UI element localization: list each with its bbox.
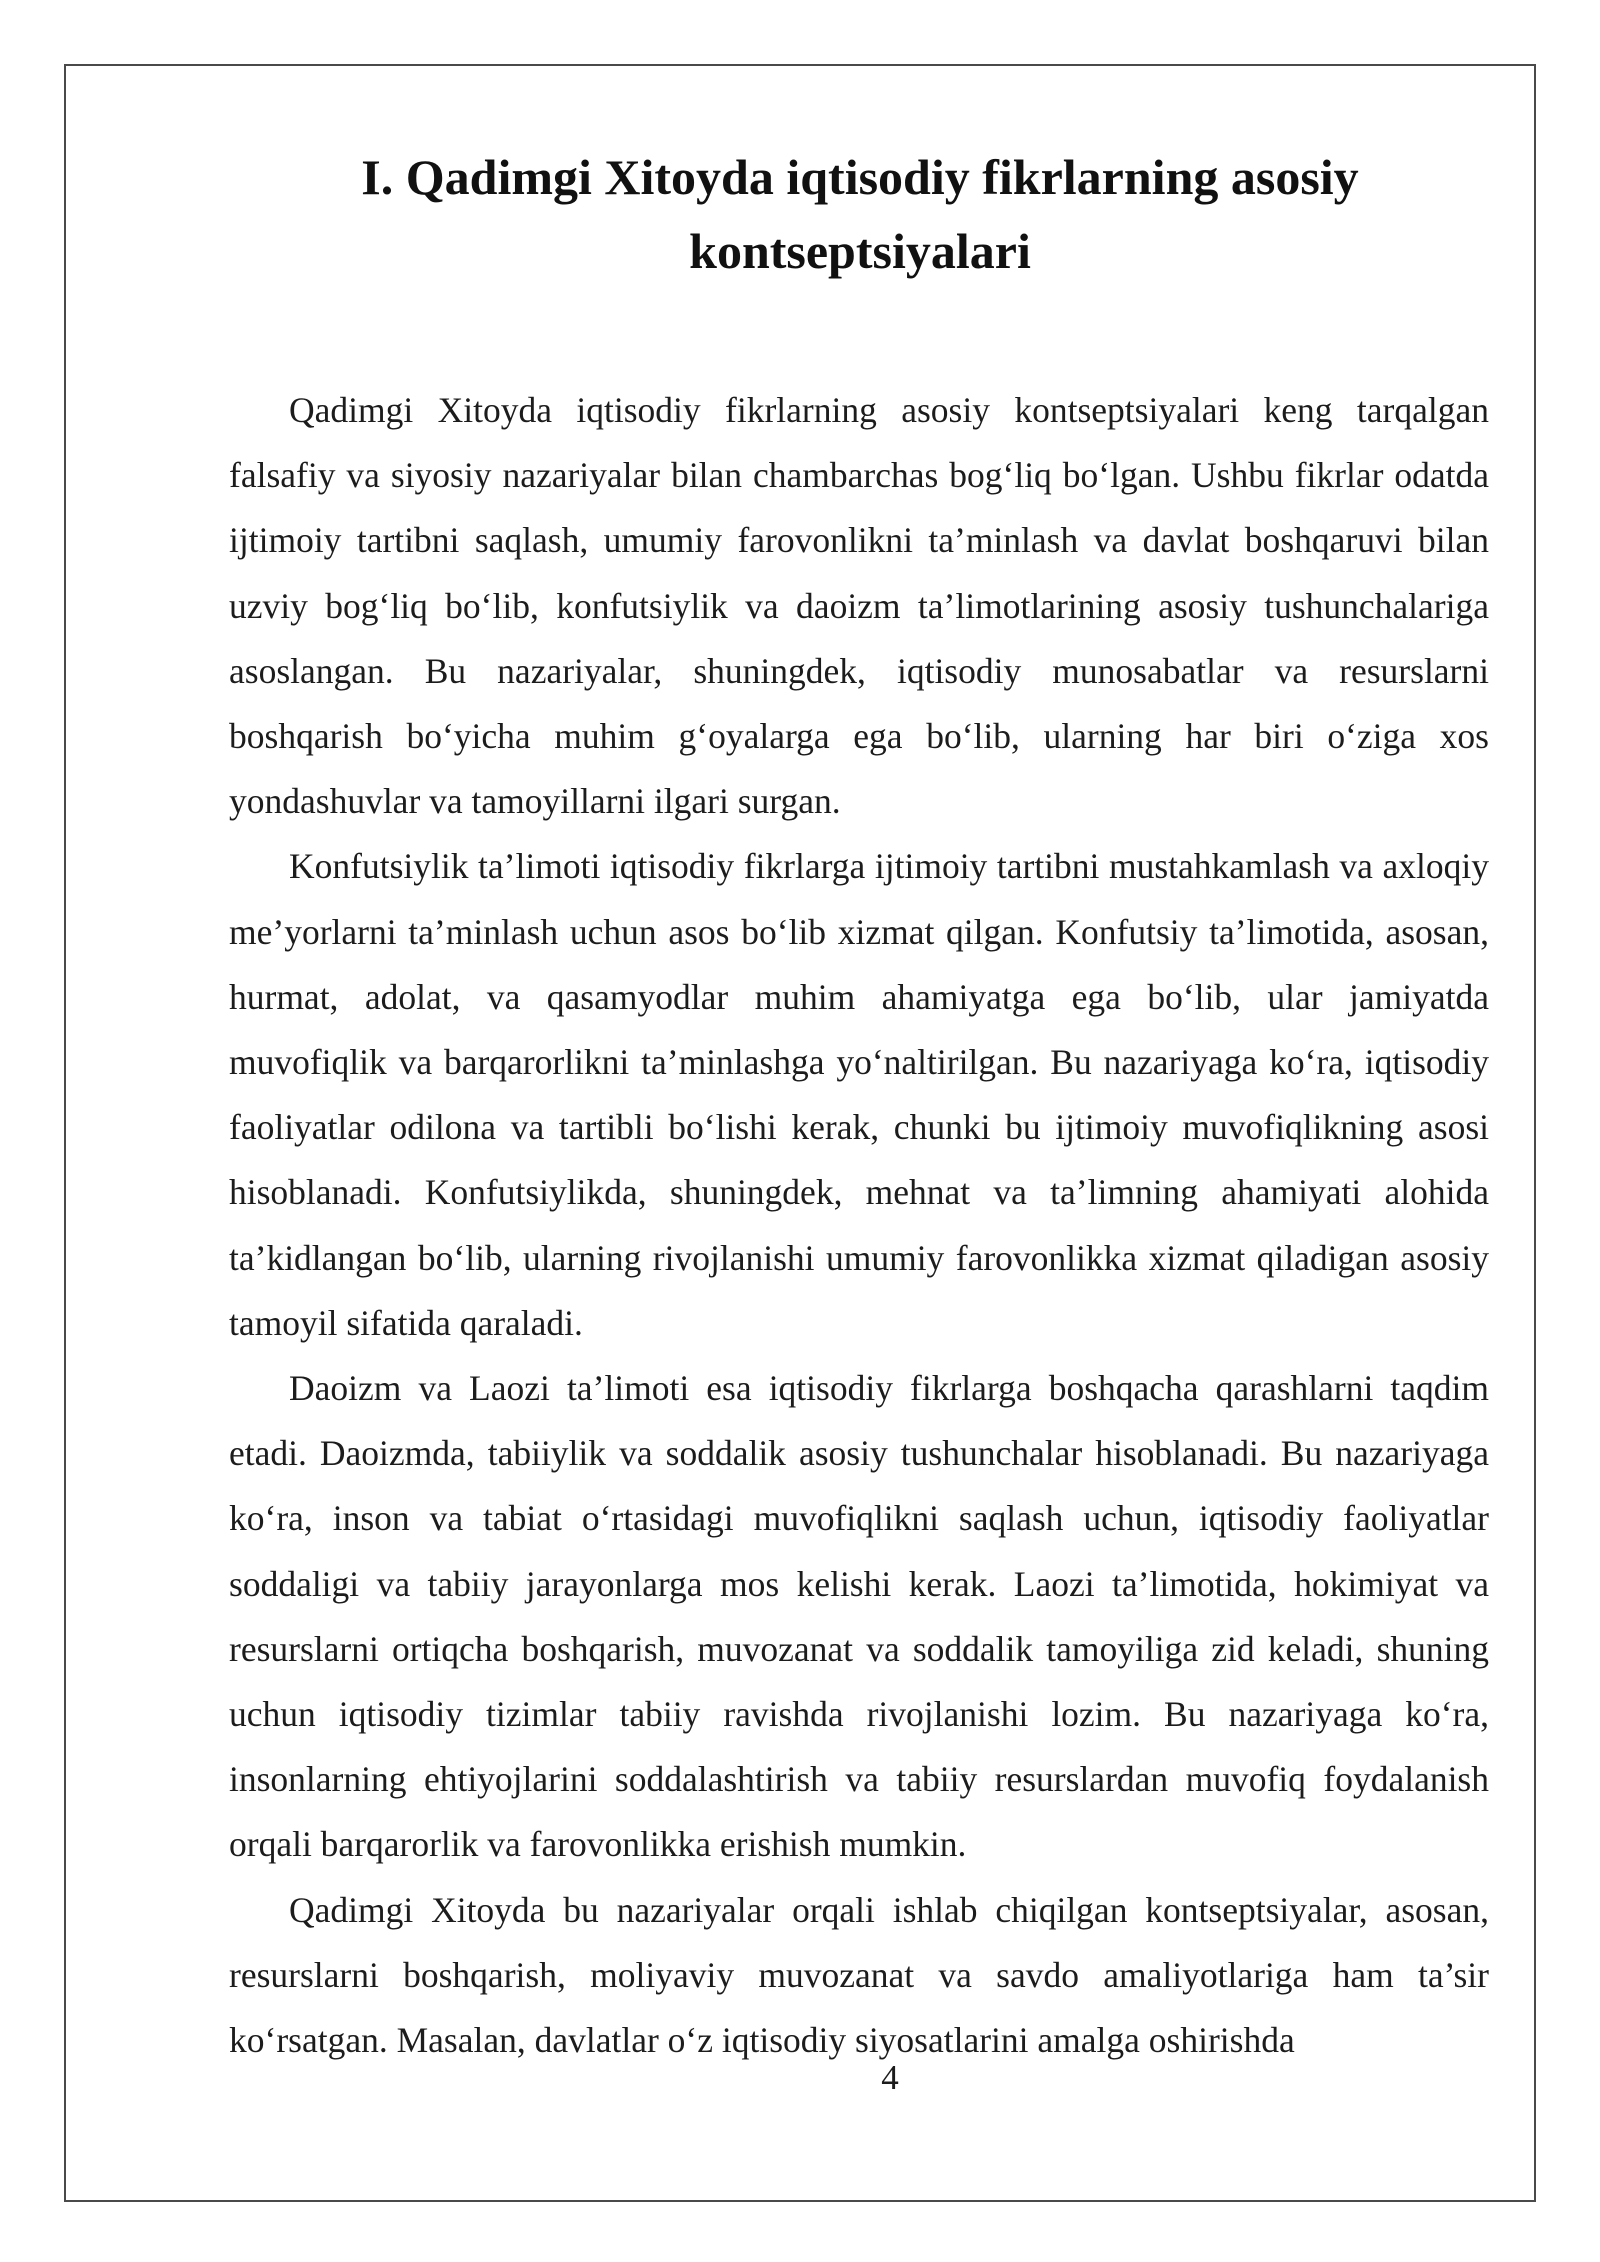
paragraph-1: Qadimgi Xitoyda iqtisodiy fikrlarning asosiy kontseptsiyalari keng tarqalgan falsafiy va siyosiy nazariyalar bilan chambarchas bog‘liq bo‘lgan. Ushbu fikrlar odatda ijtimoiy tartibni saqlash, umumiy farovonlikni ta’minlash va davlat boshqaruvi bilan uzviy bog‘liq bo‘lib, konfutsiylik va daoizm ta’limotlarining asosiy tushunchalariga asoslangan. Bu nazariyalar, shuningdek, iqtisodiy munosabatlar va resurslarni boshqarish bo‘yicha muhim g‘oyalarga ega bo‘lib, ularning har biri o‘ziga xos yondashuvlar va tamoyillarni ilgari surgan. (229, 390, 1489, 822)
page-number: 4 (881, 2058, 899, 2097)
document-body (229, 378, 1489, 2073)
paragraph-4: Qadimgi Xitoyda bu nazariyalar orqali ishlab chiqilgan kontseptsiyalar, asosan, resurslarni boshqarish, moliyaviy muvozanat va savdo amaliyotlariga ham ta’sir ko‘rsatgan. Masalan, davlatlar o‘z iqtisodiy siyosatlarini amalga oshirishda (229, 1889, 1489, 2061)
page-title: I. Qadimgi Xitoyda iqtisodiy fikrlarning asosiy kontseptsiyalari (361, 149, 1359, 279)
paragraph-3: Daoizm va Laozi ta’limoti esa iqtisodiy fikrlarga boshqacha qarashlarni taqdim etadi. Daoizmda, tabiiylik va soddalik asosiy tushunchalar hisoblanadi. Bu nazariyaga ko‘ra, inson va tabiat o‘rtasidagi muvofiqlikni saqlash uchun, iqtisodiy faoliyatlar soddaligi va tabiiy jarayonlarga mos kelishi kerak. Laozi ta’limotida, hokimiyat va resurslarni ortiqcha boshqarish, muvozanat va soddalik tamoyiliga zid keladi, shuning uchun iqtisodiy tizimlar tabiiy ravishda rivojlanishi lozim. Bu nazariyaga ko‘ra, insonlarning ehtiyojlarini soddalashtirish va tabiiy resurslardan muvofiq foydalanish orqali barqarorlik va farovonlikka erishish mumkin. (229, 1368, 1489, 1865)
paragraph-2: Konfutsiylik ta’limoti iqtisodiy fikrlarga ijtimoiy tartibni mustahkamlash va axloqiy me’yorlarni ta’minlash uchun asos bo‘lib xizmat qilgan. Konfutsiy ta’limotida, asosan, hurmat, adolat, va qasamyodlar muhim ahamiyatga ega bo‘lib, ular jamiyatda muvofiqlik va barqarorlikni ta’minlashga yo‘naltirilgan. Bu nazariyaga ko‘ra, iqtisodiy faoliyatlar odilona va tartibli bo‘lishi kerak, chunki bu ijtimoiy muvofiqlikning asosi hisoblanadi. Konfutsiylikda, shuningdek, mehnat va ta’limning ahamiyati alohida ta’kidlangan bo‘lib, ularning rivojlanishi umumiy farovonlikka xizmat qiladigan asosiy tamoyil sifatida qaraladi. (229, 846, 1489, 1343)
